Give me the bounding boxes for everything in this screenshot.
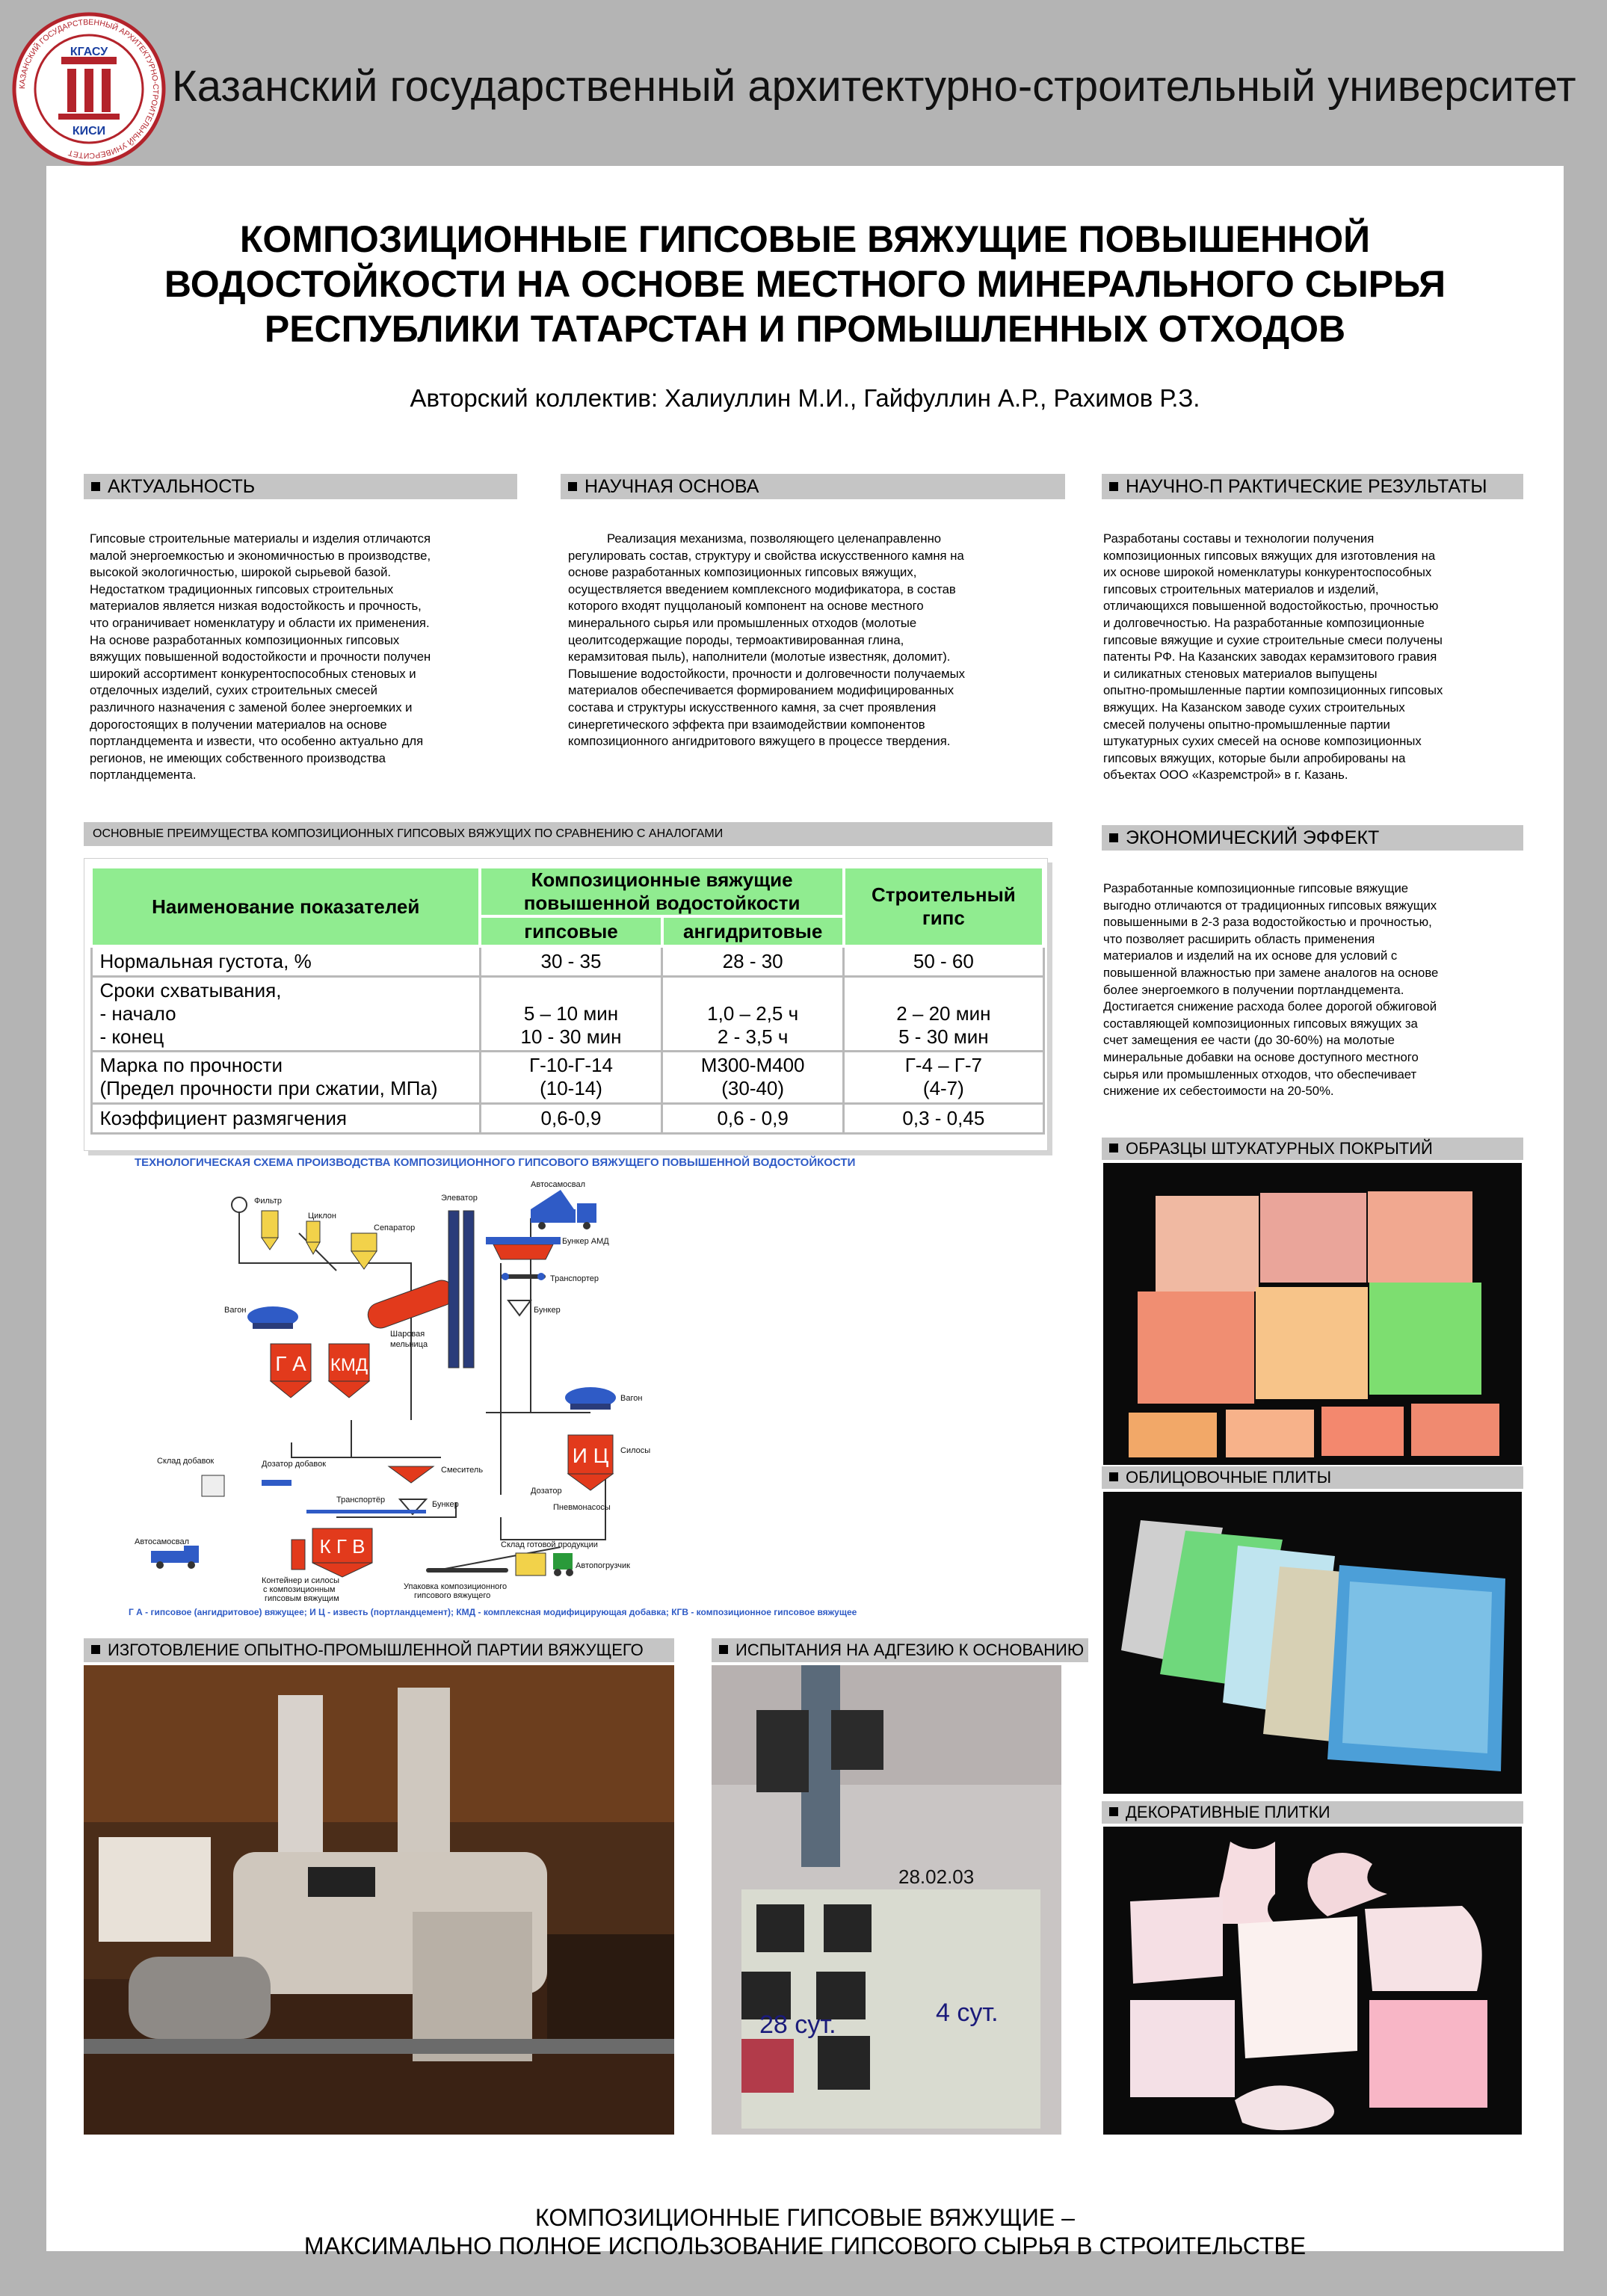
days-28-label: 28 сут. <box>759 2010 836 2039</box>
text-line: Гипсовые строительные материалы и изделия отличаются <box>90 531 431 546</box>
finished-store-icon <box>516 1553 546 1576</box>
svg-text:Автопогрузчик: Автопогрузчик <box>576 1561 630 1570</box>
svg-text:Транспортёр: Транспортёр <box>336 1496 386 1505</box>
cyclone-icon <box>306 1221 320 1254</box>
text-line: Недостатком традиционных гипсовых строительных <box>90 581 394 596</box>
col-header-composite: Композиционные вяжущие повышенной водостойкости <box>480 867 843 916</box>
svg-text:Вагон: Вагон <box>224 1306 247 1315</box>
plaster-samples-photo <box>1103 1163 1522 1465</box>
container-icon <box>292 1540 305 1570</box>
text-line: основе разработанных композиционных гипсовых вяжущих, <box>568 565 917 580</box>
text-line: патенты РФ. На Казанских заводах керамзитового гравия <box>1103 649 1437 664</box>
text-line: керамзитовая пыль), наполнители (молотые известняк, доломит). <box>568 649 951 664</box>
university-name: Казанский государственный архитектурно-строительный университет <box>172 62 1576 111</box>
bullet-icon <box>1109 1807 1118 1816</box>
table-cell: Г-10-Г-14 (10-14) <box>480 1051 661 1103</box>
text-line: и долговечностью. На разработанные композиционные <box>1103 615 1425 630</box>
text-line: счет замещения ее части (до 30-60%) на молотые <box>1103 1033 1395 1048</box>
section-header-economic: ЭКОНОМИЧЕСКИЙ ЭФФЕКТ <box>1102 825 1523 851</box>
col-header-name: Наименование показателей <box>91 867 480 946</box>
text-line: их основе широкой номенклатуры конкурентоспособных <box>1103 565 1432 580</box>
university-logo <box>10 10 167 167</box>
svg-text:мельница: мельница <box>390 1340 428 1349</box>
wagon-icon <box>565 1387 616 1410</box>
table-cell: Г-4 – Г-7 (4-7) <box>844 1051 1043 1103</box>
text-line: что позволяет расширить область применения <box>1103 931 1375 946</box>
svg-text:Фильтр: Фильтр <box>254 1197 282 1206</box>
scheme-legend: Г А - гипсовое (ангидритовое) вяжущее; И Ц - известь (портландцемент); КМД - комплексная модифицирующая добавка; КГВ - композиционное гипсовое вяжущее <box>129 1607 857 1617</box>
svg-text:Циклон: Циклон <box>308 1212 336 1220</box>
bullet-icon <box>1109 1144 1118 1152</box>
svg-text:Пневмонасосы: Пневмонасосы <box>553 1503 611 1512</box>
svg-text:с композиционным: с композиционным <box>263 1585 336 1594</box>
section-header-decor: ДЕКОРАТИВНЫЕ ПЛИТКИ <box>1102 1801 1523 1824</box>
table-cell: 2 – 20 мин 5 - 30 мин <box>844 976 1043 1051</box>
silo-kgv-icon <box>312 1528 372 1577</box>
text-line: портландцемента. <box>90 768 197 783</box>
svg-text:Автосамосвал: Автосамосвал <box>135 1537 190 1546</box>
svg-text:Вагон: Вагон <box>620 1394 643 1403</box>
text-line: сырья или промышленных отходов, что обеспечивает <box>1103 1067 1417 1081</box>
title-line: РЕСПУБЛИКИ ТАТАРСТАН И ПРОМЫШЛЕННЫХ ОТХОДОВ <box>264 308 1346 350</box>
text-line: материалов обеспечивается формированием модифицированных <box>568 683 954 698</box>
text-line: повышенными в 2-3 раза водостойкостью и прочностью, <box>1103 915 1432 930</box>
svg-text:Склад добавок: Склад добавок <box>157 1457 215 1466</box>
results-text <box>1103 531 1523 784</box>
text-line: портландцемента и извести, что особенно актуально для <box>90 734 424 749</box>
svg-text:Бункер: Бункер <box>432 1500 459 1509</box>
transporter-icon <box>306 1510 426 1513</box>
logo-ring-text: КАЗАНСКИЙ ГОСУДАРСТВЕННЫЙ АРХИТЕКТУРНО-СТРОИТЕЛЬНЫЙ УНИВЕРСИТЕТ <box>17 17 161 161</box>
transporter-icon <box>501 1273 546 1280</box>
silo-ga-icon <box>271 1344 311 1398</box>
facing-plates-photo <box>1103 1492 1522 1794</box>
bullet-icon <box>568 482 577 491</box>
text-line: композиционных гипсовых вяжущих для изготовления на <box>1103 548 1436 563</box>
text-line: штукатурных сухих смесей на основе композиционных <box>1103 734 1422 749</box>
text-line: Разработаны составы и технологии получения <box>1103 531 1375 546</box>
text-line: Достигается снижение расхода более дорогой обжиговой <box>1103 999 1437 1014</box>
logo-text-bottom: КИСИ <box>72 125 106 138</box>
relevance-text <box>90 531 517 784</box>
package-conveyor-icon <box>426 1568 508 1573</box>
section-header-relevance: АКТУАЛЬНОСТЬ <box>84 474 517 499</box>
svg-text:Упаковка композиционного: Упаковка композиционного <box>404 1582 508 1591</box>
bullet-icon <box>1109 833 1118 842</box>
svg-text:Дозатор добавок: Дозатор добавок <box>262 1460 327 1469</box>
text-line: объектах ООО «Казремстрой» в г. Казань. <box>1103 768 1348 783</box>
text-line: минеральные добавки на основе доступного местного <box>1103 1049 1419 1064</box>
title-line: КОМПОЗИЦИОННЫЕ ГИПСОВЫЕ ВЯЖУЩИЕ ПОВЫШЕННОЙ <box>239 218 1371 260</box>
science-text <box>568 531 1061 750</box>
svg-text:Автосамосвал: Автосамосвал <box>531 1180 586 1189</box>
text-line: дорогостоящих в получении материалов на основе <box>90 717 387 732</box>
text-line: которого входят пуццоланоый компонент на основе местного <box>568 599 924 614</box>
silo-kmd-icon <box>329 1344 369 1398</box>
text-line: цеолитсодержащие породы, термоактивированная глина, <box>568 632 904 647</box>
bullet-icon <box>91 1645 100 1654</box>
svg-text:Сепаратор: Сепаратор <box>374 1223 416 1232</box>
text-line: отличающихся повышенной водостойкостью, прочностью <box>1103 599 1439 614</box>
text-line: повышенной влажностью при замене аналогов на основе <box>1103 965 1439 980</box>
bullet-icon <box>1109 482 1118 491</box>
bullet-icon <box>1109 1472 1118 1481</box>
svg-text:Шаровая: Шаровая <box>390 1330 425 1339</box>
text-line: опытно-промышленные партии композиционных гипсовых <box>1103 683 1443 698</box>
text-line: широкий ассортимент конкурентоспособных стеновых и <box>90 666 416 681</box>
elevator-icon <box>463 1211 474 1368</box>
poster-title <box>46 217 1564 351</box>
text-line: материалов является низкая водостойкость и прочность, <box>90 599 422 614</box>
text-line: вяжущих повышенной водостойкости и прочности получен <box>90 649 431 664</box>
section-header-adhesion: ИСПЫТАНИЯ НА АДГЕЗИЮ К ОСНОВАНИЮ <box>712 1638 1088 1662</box>
logo-text-top: КГАСУ <box>70 46 108 58</box>
section-header-production: ИЗГОТОВЛЕНИЕ ОПЫТНО-ПРОМЫШЛЕННОЙ ПАРТИИ ВЯЖУЩЕГО <box>84 1638 674 1662</box>
text-line: гипсовых вяжущих, которые были апробированы на <box>1103 750 1406 765</box>
table-cell: 30 - 35 <box>480 946 661 976</box>
section-header-results: НАУЧНО-П РАКТИЧЕСКИЕ РЕЗУЛЬТАТЫ <box>1102 474 1523 499</box>
scheme-title: ТЕХНОЛОГИЧЕСКАЯ СХЕМА ПРОИЗВОДСТВА КОМПОЗИЦИОННОГО ГИПСОВОГО ВЯЖУЩЕГО ПОВЫШЕННОЙ ВОДОСТОЙКОСТИ <box>135 1156 856 1169</box>
text-line: регулировать состав, структуру и свойства искусственного камня на <box>568 548 964 563</box>
table-row <box>91 976 1043 1051</box>
text-line: выгодно отличаются от традиционных гипсовых вяжущих <box>1103 898 1437 913</box>
text-line: снижение их себестоимости на 20-50%. <box>1103 1084 1334 1099</box>
col-header-building-gypsum: Строительный гипс <box>844 867 1043 946</box>
svg-text:Элеватор: Элеватор <box>441 1194 478 1203</box>
row-label: Сроки схватывания, - начало - конец <box>91 976 480 1051</box>
table-row <box>91 1103 1043 1133</box>
forklift-icon <box>553 1553 573 1576</box>
days-4-label: 4 сут. <box>936 1999 999 2027</box>
bunker-amd-icon <box>486 1237 561 1259</box>
svg-text:Бункер: Бункер <box>534 1306 561 1315</box>
footer-line: КОМПОЗИЦИОННЫЕ ГИПСОВЫЕ ВЯЖУЩИЕ – <box>535 2204 1075 2231</box>
col-header-anhydrite: ангидритовые <box>662 916 844 946</box>
silo-ga-label: Г А <box>275 1352 306 1375</box>
table-cell: 1,0 – 2,5 ч 2 - 3,5 ч <box>662 976 844 1051</box>
svg-text:Контейнер и силосы: Контейнер и силосы <box>262 1576 340 1585</box>
economic-text <box>1103 880 1523 1100</box>
text-line: Реализация механизма, позволяющего целенаправленно <box>607 531 942 546</box>
text-line: минерального сырья или промышленных отходов (молотые <box>568 615 917 630</box>
bunker-icon <box>508 1300 531 1315</box>
footer-line: МАКСИМАЛЬНО ПОЛНОЕ ИСПОЛЬЗОВАНИЕ ГИПСОВОГО СЫРЬЯ В СТРОИТЕЛЬСТВЕ <box>303 2232 1307 2259</box>
text-line: малой энергоемкостью и экономичностью в производстве, <box>90 548 431 563</box>
elevator-icon <box>448 1211 459 1368</box>
silo-kgv-label: К Г В <box>319 1535 365 1558</box>
text-line: состава и структуры искусственного камня, за счет проявления <box>568 700 937 715</box>
table-cell: 28 - 30 <box>662 946 844 976</box>
table-cell: 0,3 - 0,45 <box>844 1103 1043 1133</box>
row-label: Марка по прочности (Предел прочности при сжатии, МПа) <box>91 1051 480 1103</box>
section-header-science: НАУЧНАЯ ОСНОВА <box>561 474 1065 499</box>
text-line: вяжущих. На Казанском заводе сухих строительных <box>1103 700 1405 715</box>
table-cell: 5 – 10 мин 10 - 30 мин <box>480 976 661 1051</box>
authors: Авторский коллектив: Халиуллин М.И., Гайфуллин А.Р., Рахимов Р.З. <box>410 384 1200 412</box>
title-line: ВОДОСТОЙКОСТИ НА ОСНОВЕ МЕСТНОГО МИНЕРАЛЬНОГО СЫРЬЯ <box>164 263 1446 305</box>
section-header-plaster: ОБРАЗЦЫ ШТУКАТУРНЫХ ПОКРЫТИЙ <box>1102 1138 1523 1160</box>
row-label: Коэффициент размягчения <box>91 1103 480 1133</box>
svg-text:Бункер АМД: Бункер АМД <box>562 1237 609 1246</box>
text-line: гипсовые вяжущие и сухие строительные смеси получены <box>1103 632 1443 647</box>
text-line: регионов, не имеющих собственного производства <box>90 750 386 765</box>
table-cell: 50 - 60 <box>844 946 1043 976</box>
svg-text:Силосы: Силосы <box>620 1446 651 1455</box>
table-cell: 0,6-0,9 <box>480 1103 661 1133</box>
table-row <box>91 1051 1043 1103</box>
section-header-facing: ОБЛИЦОВОЧНЫЕ ПЛИТЫ <box>1102 1466 1523 1489</box>
text-line: смесей получены опытно-промышленные партии <box>1103 717 1390 732</box>
text-line: композиционного ангидритового вяжущего в процессе твердения. <box>568 734 951 749</box>
dump-truck-icon <box>151 1546 199 1569</box>
bullet-icon <box>719 1645 728 1654</box>
text-line: гипсовых строительных материалов и изделий, <box>1103 581 1379 596</box>
table-row <box>91 946 1043 976</box>
adhesion-test-photo <box>712 1665 1061 2135</box>
text-line: и силикатных стеновых материалов выпущены <box>1103 666 1378 681</box>
table-caption: ОСНОВНЫЕ ПРЕИМУЩЕСТВА КОМПОЗИЦИОННЫХ ГИПСОВЫХ ВЯЖУЩИХ ПО СРАВНЕНИЮ С АНАЛОГАМИ <box>84 822 1052 846</box>
text-line: синергетического эффекта при взаимодействии компонентов <box>568 717 925 732</box>
text-line: составляющей композиционных гипсовых вяжущих за <box>1103 1016 1418 1031</box>
text-line: высокой экологичностью, широкой сырьевой базой. <box>90 565 392 580</box>
poster-footer <box>46 2203 1564 2260</box>
additives-store-icon <box>202 1475 292 1496</box>
text-line: отделочных изделий, сухих строительных смесей <box>90 683 377 698</box>
comparison-table <box>90 865 1045 1135</box>
table-cell: 0,6 - 0,9 <box>662 1103 844 1133</box>
text-line: На основе разработанных композиционных гипсовых <box>90 632 400 647</box>
production-photo <box>84 1665 674 2135</box>
svg-text:Транспортер: Транспортер <box>550 1274 599 1283</box>
col-header-gypsum: гипсовые <box>480 916 661 946</box>
svg-text:гипсовым вяжущим: гипсовым вяжущим <box>265 1594 339 1603</box>
text-line: Повышение водостойкости, прочности и долговечности получаемых <box>568 666 965 681</box>
row-label: Нормальная густота, % <box>91 946 480 976</box>
text-line: Разработанные композиционные гипсовые вяжущие <box>1103 881 1409 895</box>
decorative-tiles-photo <box>1103 1827 1522 2135</box>
text-line: осуществляется введением комплексного модификатора, в состав <box>568 581 956 596</box>
svg-text:Смеситель: Смеситель <box>441 1466 484 1475</box>
text-line: что ограничивает номенклатуру и области их применения. <box>90 615 430 630</box>
date-label: 28.02.03 <box>898 1866 975 1888</box>
text-line: материалов и изделий на их основе для условий с <box>1103 948 1398 963</box>
production-scheme <box>112 1173 934 1622</box>
silo-kmd-label: КМД <box>330 1355 368 1375</box>
svg-text:Склад готовой продукции: Склад готовой продукции <box>501 1540 598 1549</box>
text-line: различного назначения с заменой более энергоемких и <box>90 700 413 715</box>
svg-text:гипсового вяжущего: гипсового вяжущего <box>414 1591 491 1600</box>
text-line: более энергоемкого в получении портландцемента. <box>1103 982 1404 997</box>
bullet-icon <box>91 482 100 491</box>
wagon-icon <box>247 1306 298 1329</box>
table-cell: М300-М400 (30-40) <box>662 1051 844 1103</box>
dump-truck-icon <box>531 1190 596 1229</box>
svg-text:Дозатор: Дозатор <box>531 1487 562 1496</box>
mixer-icon <box>389 1466 434 1483</box>
silo-ic-label: И Ц <box>572 1444 609 1467</box>
